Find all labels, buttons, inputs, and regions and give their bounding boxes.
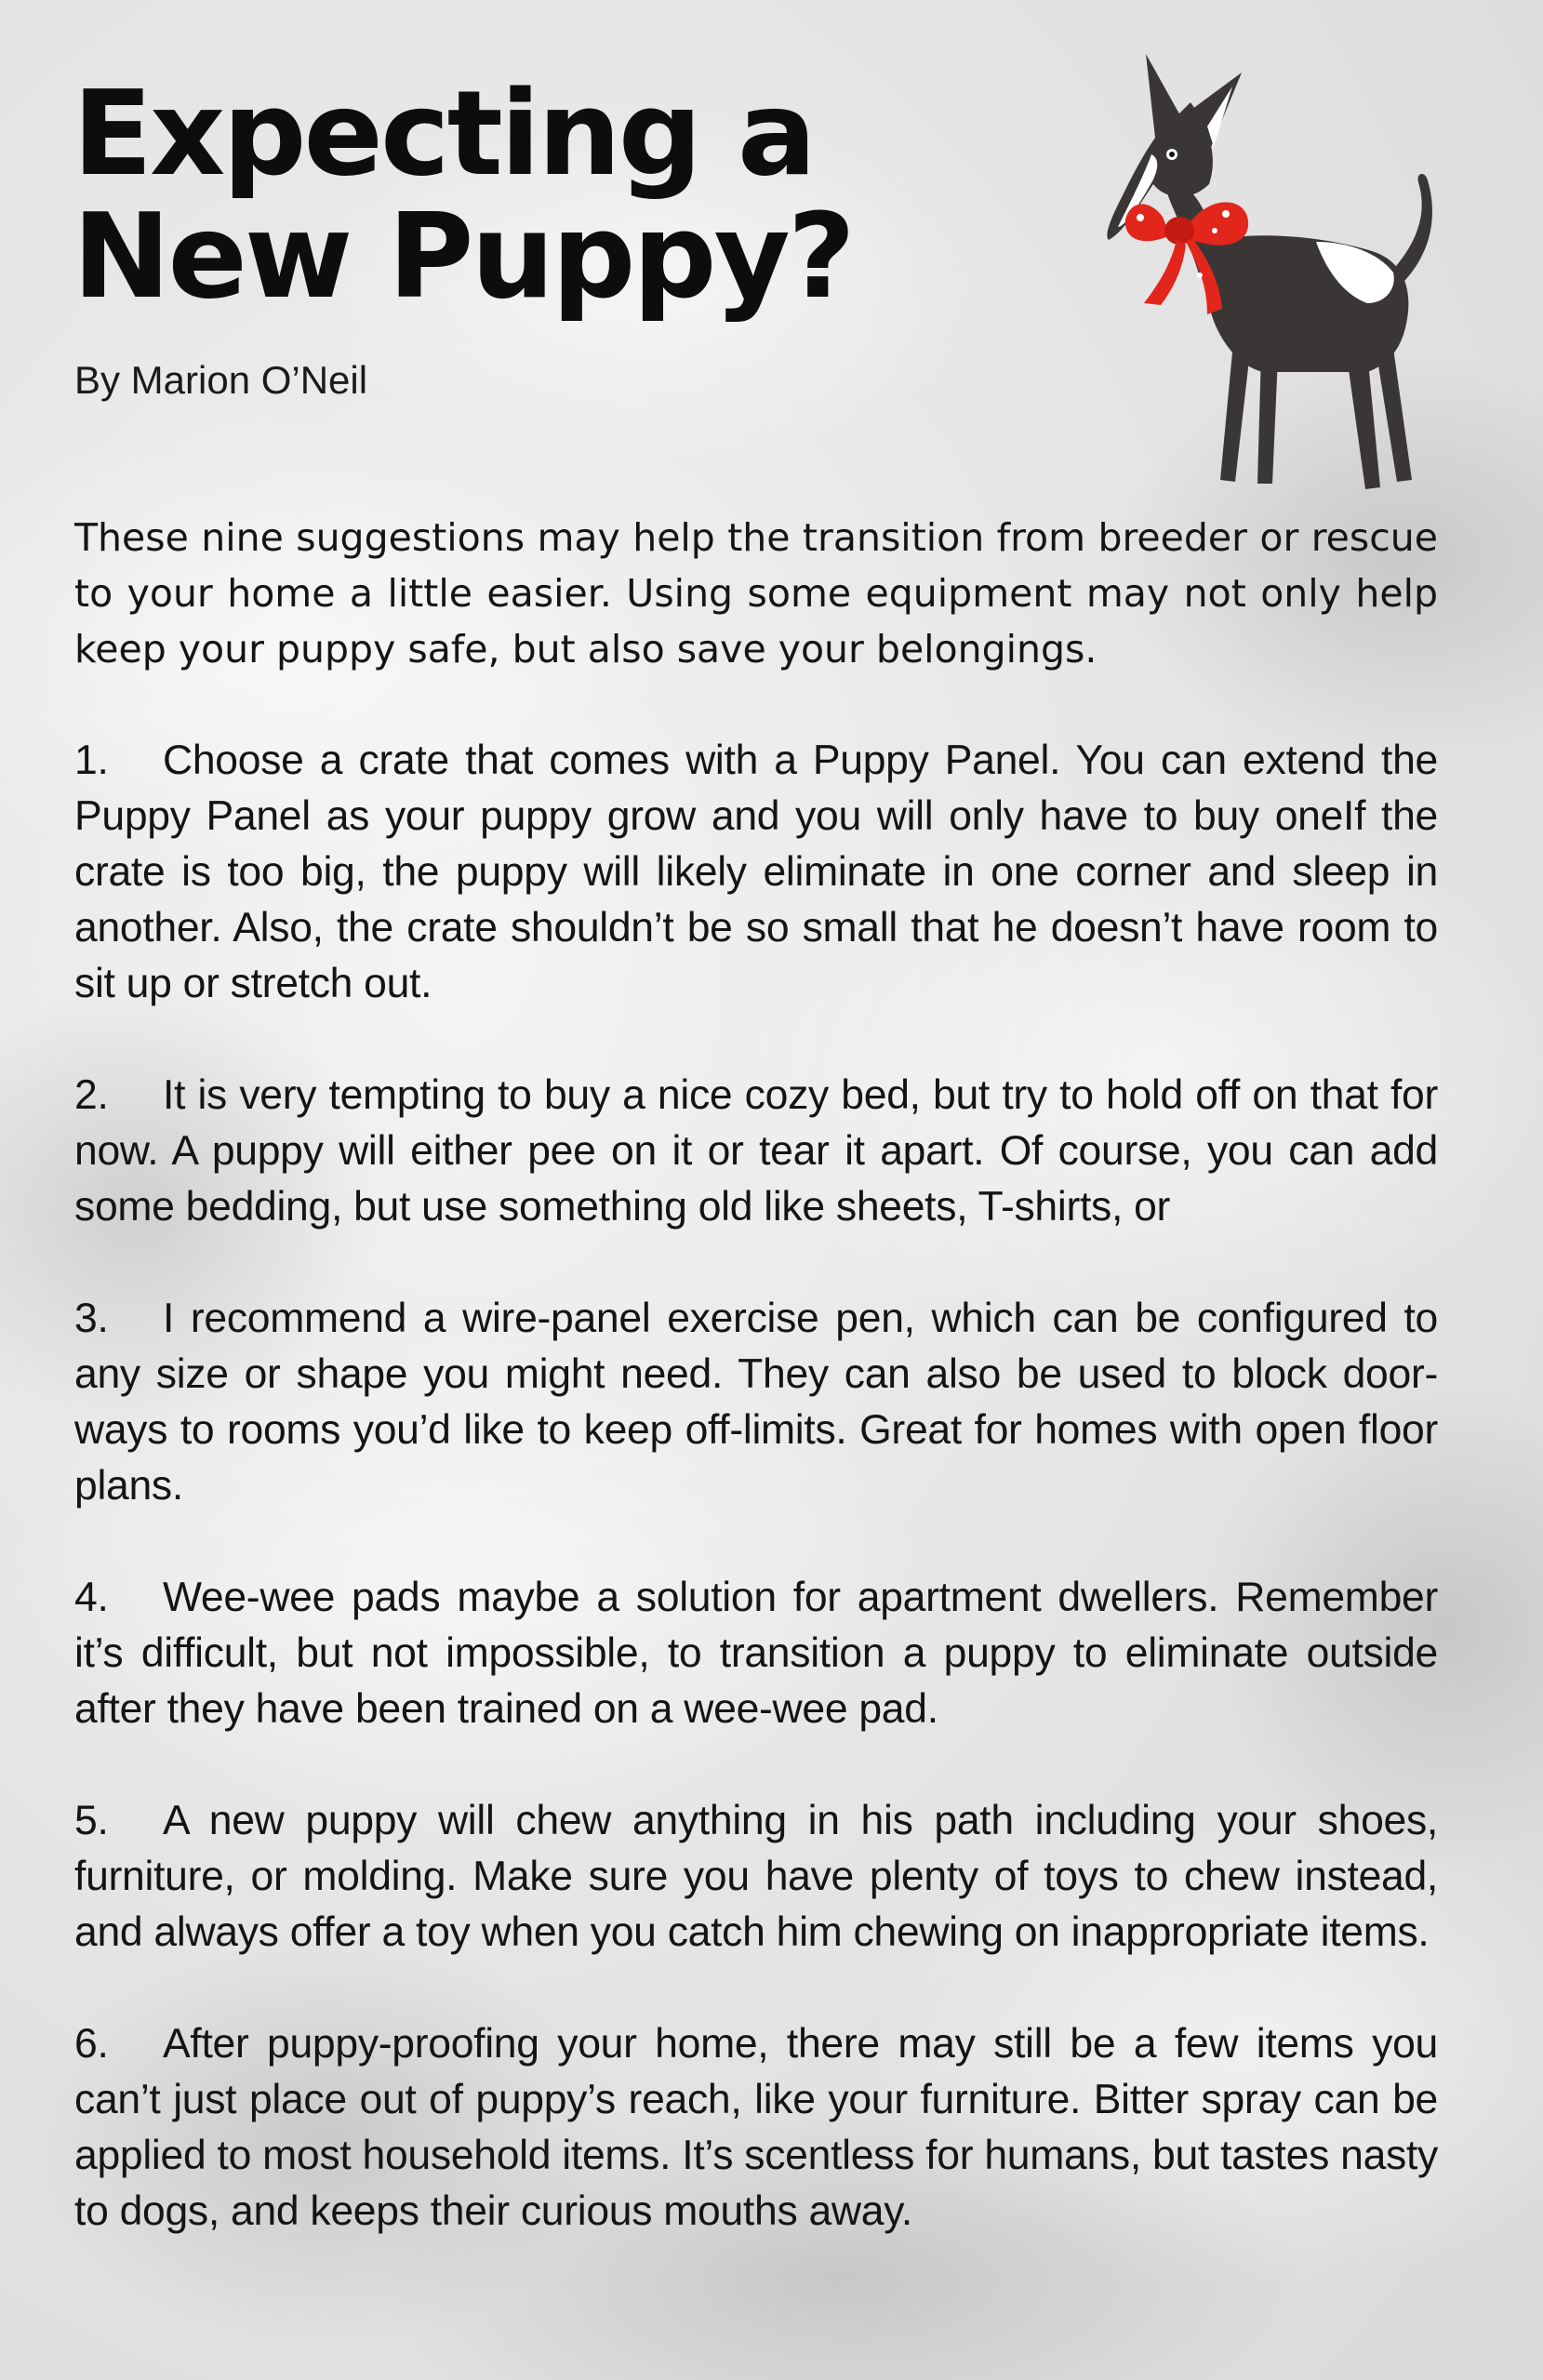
list-item bbox=[74, 1570, 1438, 1737]
list-item bbox=[74, 733, 1438, 1012]
dog-with-red-bow-icon bbox=[1051, 45, 1442, 500]
list-item bbox=[74, 1793, 1438, 1961]
item-text: After puppy-proofing your home, there may still be a few items you can’t just place out of puppy’s reach, like your furniture. Bitter spray can be applied to most household items. It’s scentless for humans, but tastes nasty to dogs, and keeps their curious mouths away. bbox=[74, 2021, 1438, 2234]
item-text: A new puppy will chew anything in his path including your shoes, furniture, or molding. Make sure you have plenty of toys to chew instead, and always offer a toy when you catch him chewing on inappropriate items. bbox=[74, 1798, 1438, 1955]
list-item bbox=[74, 1291, 1438, 1514]
item-number: 5. bbox=[74, 1798, 109, 1843]
byline: By Marion O’Neil bbox=[74, 358, 368, 402]
item-number: 4. bbox=[74, 1575, 109, 1620]
title-line-2: New Puppy? bbox=[73, 188, 853, 325]
item-number: 2. bbox=[74, 1072, 109, 1118]
item-number: 3. bbox=[74, 1296, 109, 1341]
list-item bbox=[74, 1068, 1438, 1235]
item-text: Wee-wee pads maybe a solution for apartment dwellers. Remember it’s difficult, but not impossible, to transition a puppy to eliminate outside after they have been trained on a wee-wee pad. bbox=[74, 1575, 1438, 1732]
item-text: I recommend a wire-panel exercise pen, which can be configured to any size or shape you might need. They can also be used to block door-ways to rooms you’d like to keep off-limits. Great for homes with open floor plans. bbox=[74, 1296, 1438, 1509]
suggestion-list bbox=[74, 733, 1438, 2295]
item-number: 6. bbox=[74, 2021, 109, 2067]
item-number: 1. bbox=[74, 738, 109, 783]
article-title bbox=[73, 65, 1040, 325]
item-text: It is very tempting to buy a nice cozy bed, but try to hold off on that for now. A puppy will either pee on it or tear it apart. Of course, you can add some bedding, but use something old like sheets, T-shirts, or bbox=[74, 1072, 1438, 1230]
list-item bbox=[74, 2016, 1438, 2240]
title-line-1: Expecting a bbox=[73, 65, 814, 202]
intro-paragraph: These nine suggestions may help the transition from breeder or rescue to your home a little easier. Using some equipment may not only help keep your puppy safe, but also save your belongings. bbox=[74, 515, 1438, 671]
item-text: Choose a crate that comes with a Puppy Panel. You can extend the Puppy Panel as your puppy grow and you will only have to buy oneIf the crate is too big, the puppy will likely eliminate in one corner and sleep in another. Also, the crate shouldn’t be so small that he doesn’t have room to sit up or stretch out. bbox=[74, 738, 1438, 1006]
